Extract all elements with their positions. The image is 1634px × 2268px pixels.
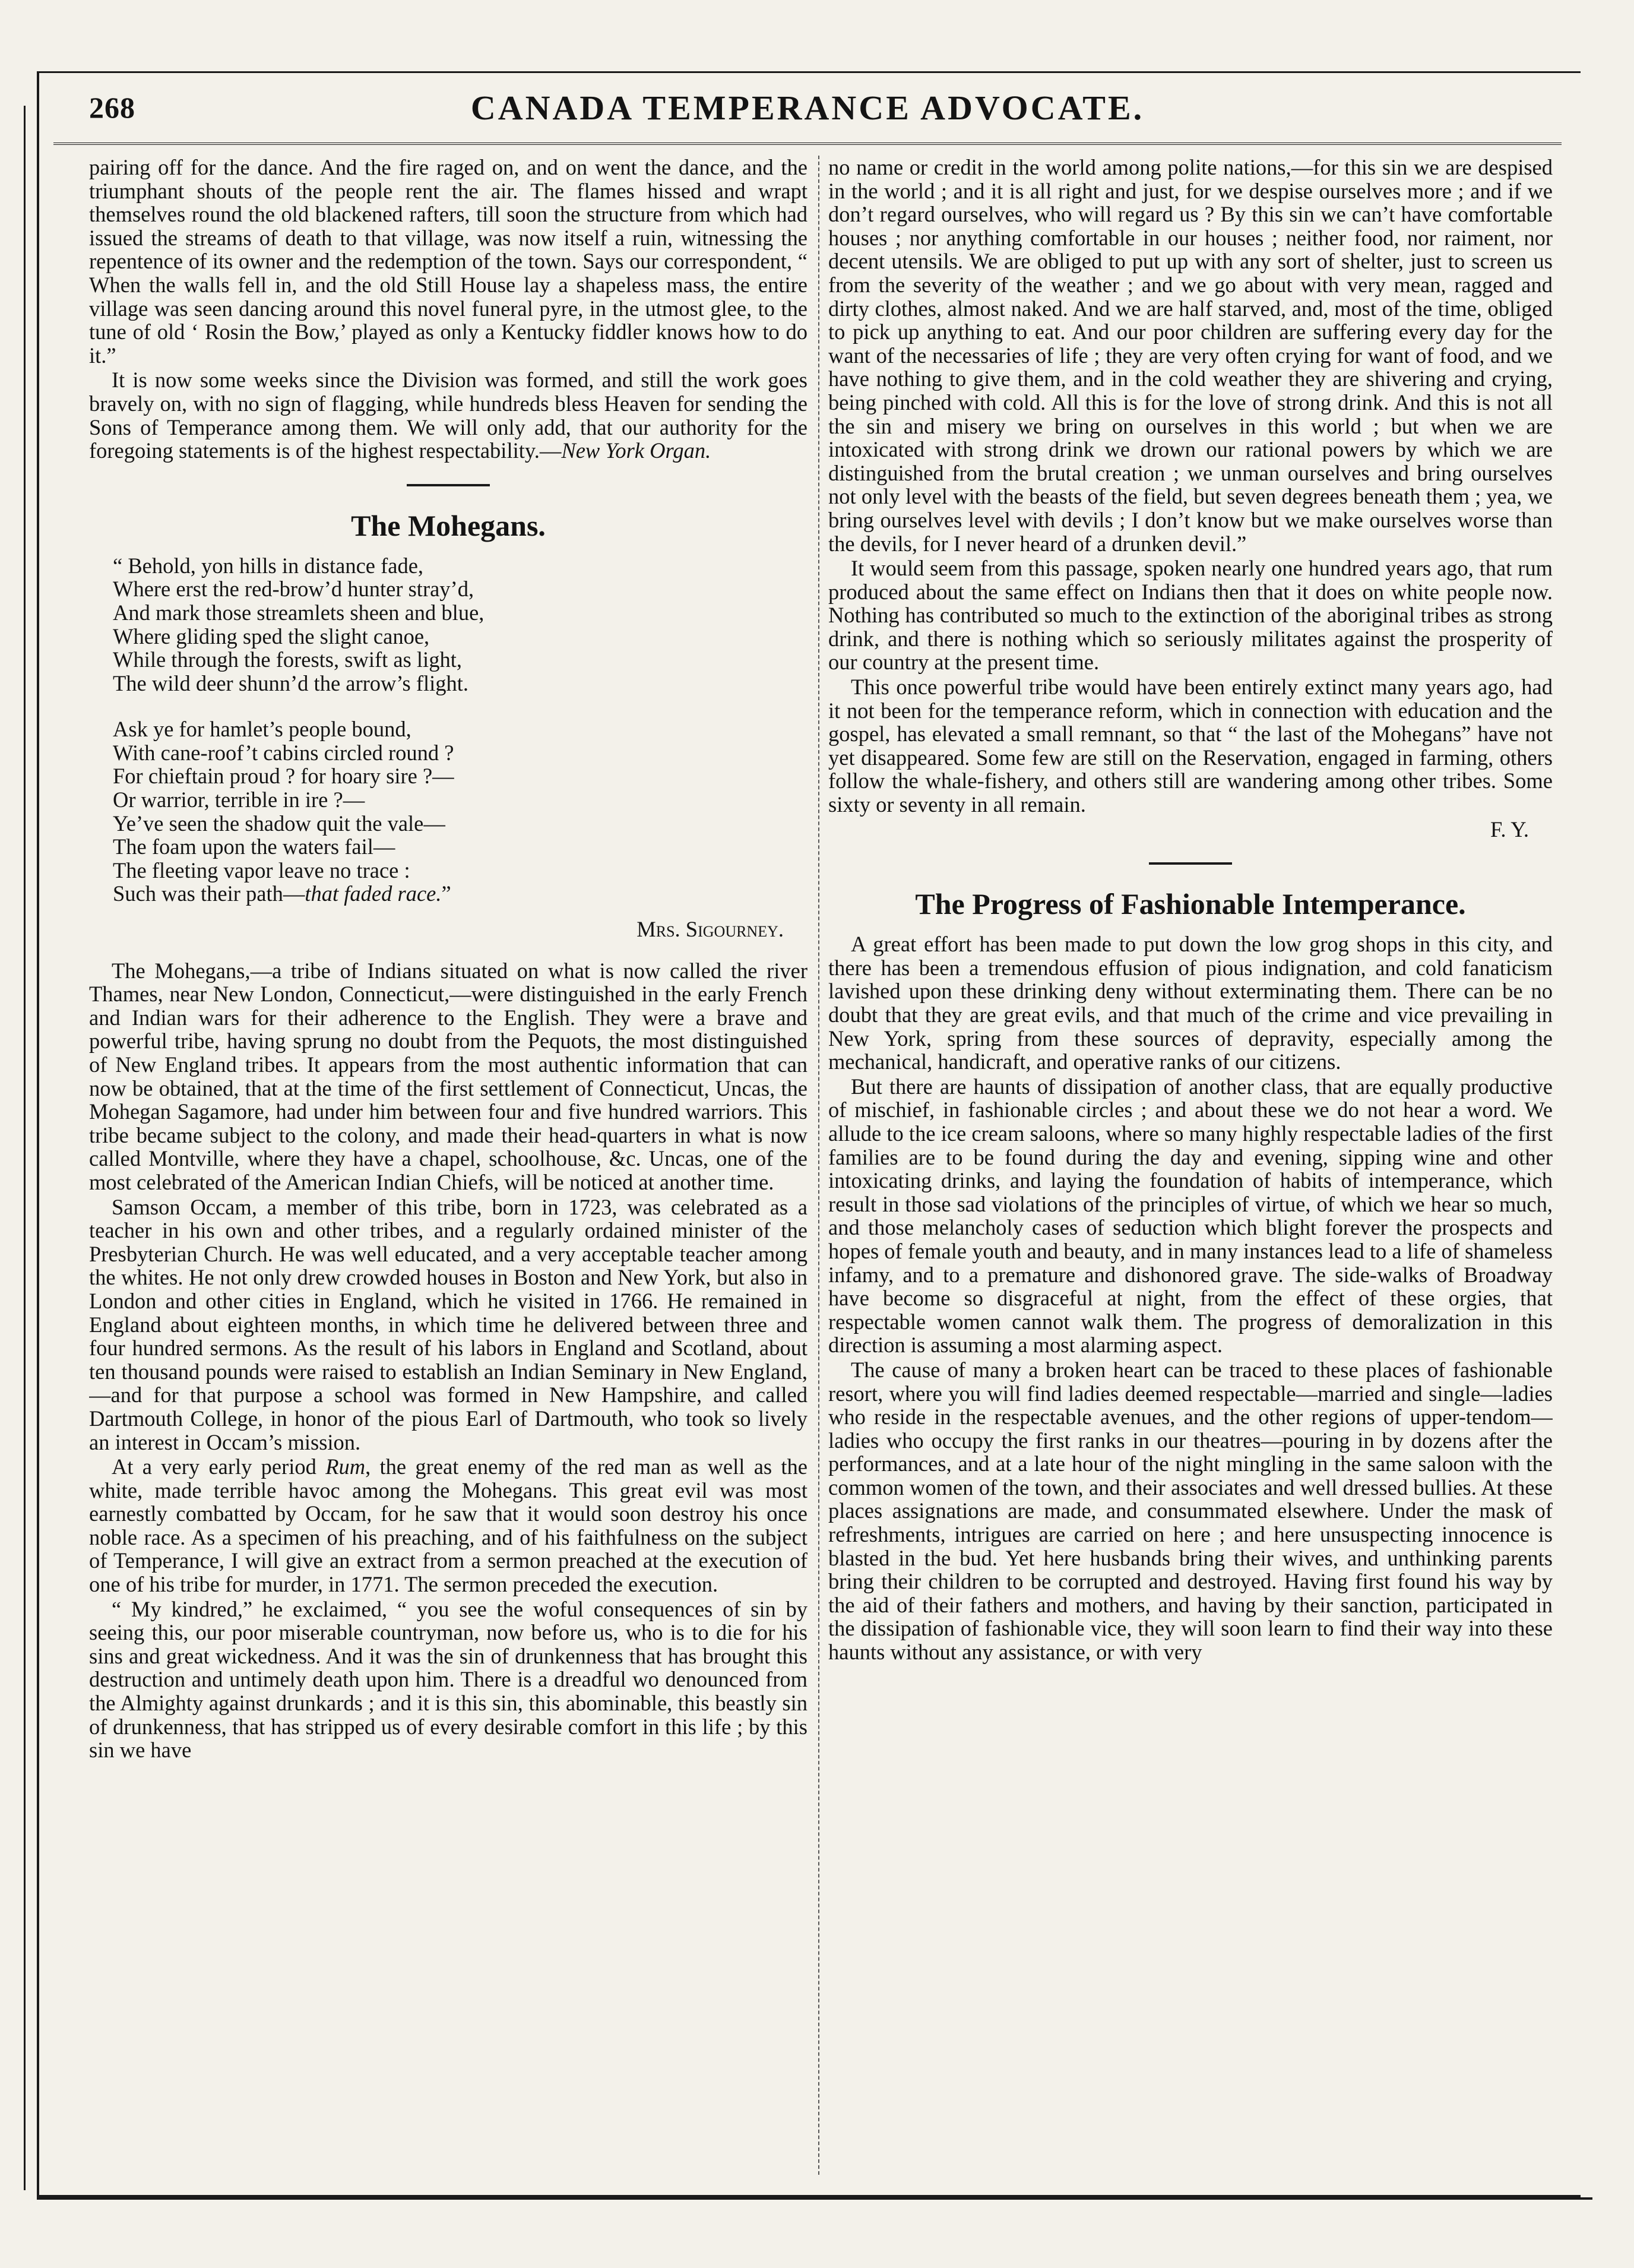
paragraph-text: , the great enemy of the red man as well as the white, made terrible havoc among the Mohegans. This great evil was most earnestly combatted by Occam, for he saw that it would soon destroy his once noble race. As a specimen of his preaching, and of his faithfulness on the subject of Temperance, I will give an extract from a sermon preached at the execution of one of his tribe for murder, in 1771. The sermon preceded the execution. — [89, 1454, 808, 1597]
article-paragraph — [89, 368, 808, 462]
poem-line: The wild deer shunn’d the arrow’s flight. — [113, 670, 469, 695]
poem-line: Ye’ve seen the shadow quit the vale— — [113, 811, 445, 836]
poem-line: Where erst the red-brow’d hunter stray’d, — [113, 577, 474, 602]
poem-line: “ Behold, yon hills in distance fade, — [113, 553, 424, 578]
article-paragraph: This once powerful tribe would have been entirely extinct many years ago, had it not been for the temperance reform, which in connection with education and the gospel, has elevated a small remnant, so that “ the last of the Mohegans” have not yet disappeared. Some few are still on the Reservation, engaged in farming, others follow the whale-fishery, and others still are wandering among other tribes. Some sixty or seventy in all remain. — [828, 675, 1553, 817]
page-number: 268 — [89, 91, 135, 124]
article-paragraph: Samson Occam, a member of this tribe, born in 1723, was celebrated as a teacher in his own and other tribes, and a regularly ordained minister of the Presbyterian Church. He was well educated, and a very acceptable teacher among the whites. He not only drew crowded houses in Boston and New York, but also in London and other cities in England, which he visited in 1766. He remained in England about eighteen months, in which time he delivered between three and four hundred sermons. As the result of his labors in England and Scotland, about ten thousand pounds were raised to establish an Indian Seminary in New England,—and for that purpose a school was formed in New Hampshire, and called Dartmouth College, in honor of the pious Earl of Dartmouth, who took so lively an interest in Occam’s mission. — [89, 1194, 808, 1454]
paragraph-text: It is now some weeks since the Division was formed, and still the work goes bravely on, with no sign of flagging, while hundreds bless Heaven for sending the Sons of Temperance among them. We will only add, that our authority for the foregoing statements is of the highest respectability.— — [89, 368, 808, 463]
paragraph-text: At a very early period — [112, 1454, 326, 1479]
article-paragraph: “ My kindred,” he exclaimed, “ you see the woful consequences of sin by seeing this, our poor miserable countryman, now before us, who is to die for his sins and great wickedness. And it was the sin of drunkenness that has brought this destruction and untimely death upon him. There is a dreadful wo denounced from the Almighty against drunkards ; and it is this sin, this abominable, this beastly sin of drunkenness, that has stripped us of every desirable comfort in this life ; by this sin we have — [89, 1596, 808, 1763]
right-column — [828, 156, 1553, 2181]
poem-line: Where gliding sped the slight canoe, — [113, 624, 430, 649]
article-paragraph: The cause of many a broken heart can be traced to these places of fashionable resort, where you will find ladies deemed respectable—married and single—ladies who reside in the respectable avenues, and the other regions of upper-tendom—ladies who occupy the first ranks in our theatres—pouring in by dozens after the performances, and at a late hour of the night mingling in the same saloon with the common women of the town, and their associates and well dressed bullies. At these places assignations are made, and consummated elsewhere. Under the mask of refreshments, intrigues are carried on here ; and here unsuspecting innocence is blasted in the bud. Yet here husbands bring their wives, and unthinking parents bring their children to be corrupted and destroyed. Having first found his way by the aid of their fathers and mothers, and having by their sanction, participated in the dissipation of fashionable vice, they will soon learn to find their way into these haunts without any assistance, or with very — [828, 1357, 1553, 1665]
author-signature: F. Y. — [1490, 817, 1529, 842]
poem-attribution: Mrs. Sigourney. — [636, 917, 784, 942]
bottom-rule — [37, 2197, 1592, 2200]
poem-line: Or warrior, terrible in ire ?— — [113, 787, 365, 812]
article-paragraph: But there are haunts of dissipation of another class, that are equally productive of mischief, in fashionable circles ; and about these we do not hear a word. We allude to the ice cream saloons, where so many highly respectable ladies of the first families are to be found during the day and evening, sipping wine and other intoxicating drinks, and laying the foundation of habits of intemperance, which result in those sad violations of the principles of virtue, of which we hear so much, and those melancholy cases of seduction which blight forever the prospects and hopes of female youth and beauty, and in many instances lead to a life of shameless infamy, and to a premature and dishonored grave. The side-walks of Broadway have become so disgraceful at night, from the effect of these orgies, that respectable women cannot walk them. The progress of demoralization in this direction is assuming a most alarming aspect. — [828, 1074, 1553, 1358]
article-paragraph: pairing off for the dance. And the fire raged on, and on went the dance, and the triumphant shouts of the people rent the air. The flames hissed and wrapt themselves round the old blackened rafters, till soon the structure from which had issued the streams of death to that village, was now itself a ruin, witnessing the repentence of its owner and the redemption of the town. Says our correspondent, “ When the walls fell in, and the old Still House lay a shapeless mass, the entire village was seen dancing around this novel funeral pyre, in the utmost glee, to the tune of old ‘ Rosin the Bow,’ played as only a Kentucky fiddler knows how to do it.” — [89, 156, 808, 368]
poem-line: The foam upon the waters fail— — [113, 834, 395, 859]
page-header — [53, 83, 1562, 148]
header-rule — [53, 143, 1562, 145]
poem-line-text: Such was their path— — [113, 881, 305, 906]
article-paragraph: It would seem from this passage, spoken nearly one hundred years ago, that rum produced about the same effect on Indians then that it does on white people now. Nothing has contributed so much to the extinction of the aboriginal tribes as strong drink, and there is nothing which so seriously militates against the prosperity of our country at the present time. — [828, 556, 1553, 675]
outer-margin-rule — [24, 106, 31, 2190]
article-paragraph — [89, 1455, 808, 1596]
poem-line: While through the forests, swift as light, — [113, 647, 462, 672]
left-column — [89, 156, 808, 2181]
stanza-gap — [113, 695, 808, 717]
poem-line: And mark those streamlets sheen and blue, — [113, 600, 484, 625]
emphasis-rum: Rum — [325, 1454, 366, 1479]
poem-line-italic: that faded race. — [305, 881, 442, 906]
article-paragraph: no name or credit in the world among polite nations,—for this sin we are despised in the world ; and it is all right and just, for we despise ourselves more ; and if we don’t regard ourselves, who will regard us ? By this sin we can’t have comfortable houses ; nor anything comfortable in our houses ; neither food, nor raiment, nor decent utensils. We are obliged to put up with any sort of shelter, just to screen us from the severity of the weather ; and we go about with very mean, ragged and dirty clothes, almost naked. And we are half starved, and, most of the time, obliged to pick up anything to eat. And our poor children are suffering every day for the want of the necessaries of life ; they are very often crying for want of food, and we have nothing to give them, and in the cold weather they are shivering and crying, being pinched with cold. All this is for the love of strong drink. And this is not all the sin and misery we bring on ourselves in this world ; but when we are intoxicated with strong drink we drown our rational powers by which we are distinguished from the brutal creation ; we unman ourselves and bring ourselves not only level with the beasts of the field, but seven degrees beneath them ; yea, we bring ourselves level with devils ; I don’t know but we make ourselves worse than the devils, for I never heard of a drunken devil.” — [828, 156, 1553, 556]
poem-line: For chieftain proud ? for hoary sire ?— — [113, 764, 454, 789]
poem-line — [113, 882, 808, 906]
section-title-progress: The Progress of Fashionable Intemperance. — [915, 887, 1466, 921]
article-paragraph: The Mohegans,—a tribe of Indians situated on what is now called the river Thames, near New London, Connecticut,—were distinguished in the early French and Indian wars for their adherence to the English. They were a brave and powerful tribe, having sprung no doubt from the Pequots, the most distinguished of New England tribes. It appears from the most authentic information that can now be obtained, that at the time of the first settlement of Connecticut, Uncas, the Mohegan Sagamore, had under him between four and five hundred warriors. This tribe became subject to the colony, and made their head-quarters in what is now called Montville, where they have a chapel, schoolhouse, &c. Uncas, one of the most celebrated of the American Indian Chiefs, will be noticed at another time. — [89, 958, 808, 1194]
poem-line: With cane-roof’t cabins circled round ? — [113, 740, 454, 765]
poem — [113, 554, 808, 906]
column-divider — [818, 156, 819, 2175]
section-title-mohegans: The Mohegans. — [351, 508, 546, 542]
poem-line: The fleeting vapor leave no trace : — [113, 858, 410, 882]
source-citation: New York Organ. — [561, 438, 711, 463]
running-title: CANADA TEMPERANCE ADVOCATE. — [470, 88, 1145, 127]
poem-closing-quote: ” — [441, 881, 451, 906]
article-paragraph: A great effort has been made to put down the low grog shops in this city, and there has been a tremendous effusion of pious indignation, and cold fanaticism lavished upon these drinking deny without exterminating them. There can be no doubt that they are great evils, and that much of the crime and vice prevailing in New York, spring from these sources of depravity, especially among the mechanical, handicraft, and operative ranks of our citizens. — [828, 932, 1553, 1074]
poem-line: Ask ye for hamlet’s people bound, — [113, 717, 411, 742]
section-divider — [407, 484, 490, 486]
section-divider — [1149, 862, 1232, 865]
